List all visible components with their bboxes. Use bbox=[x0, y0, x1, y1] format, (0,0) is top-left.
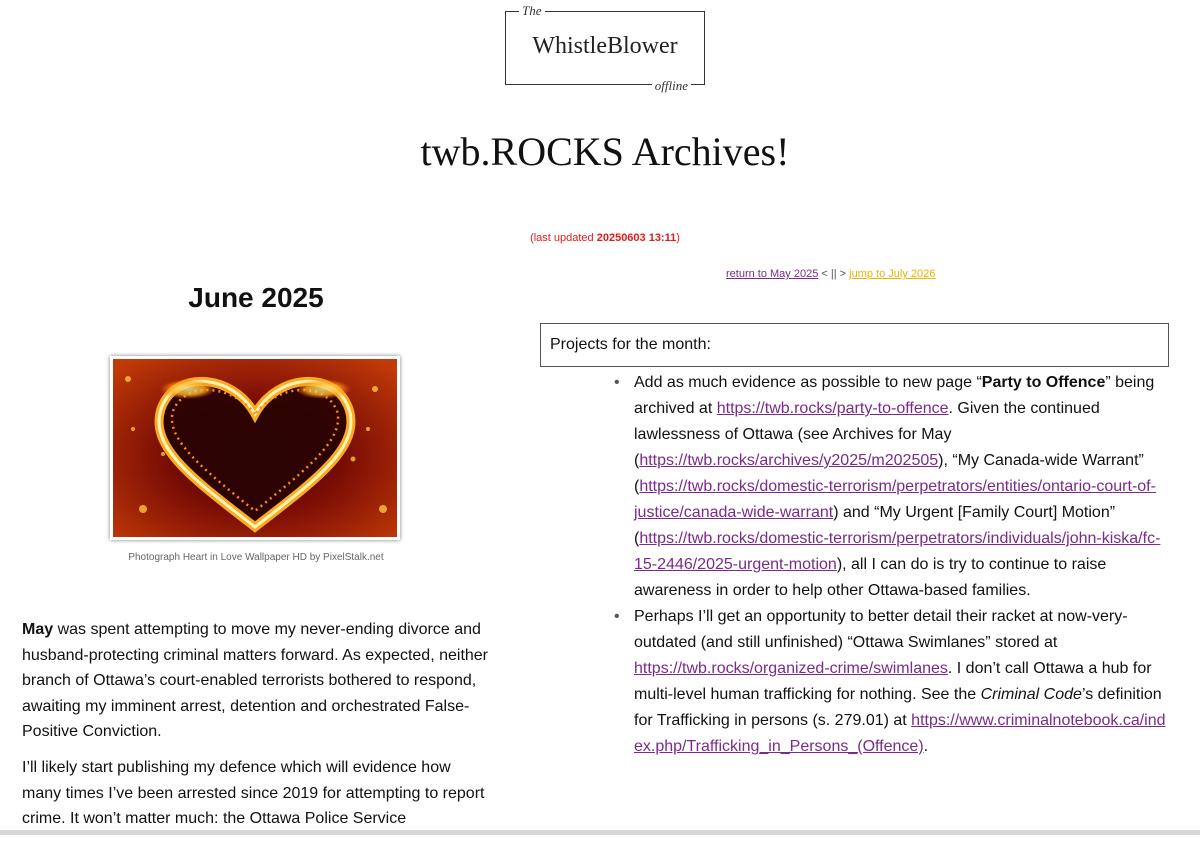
heart-image-frame bbox=[110, 356, 400, 540]
item2-text-1: Perhaps I’ll get an opportunity to better detail their racket at now-very-outdated (and still unfinished) “Ottawa Swimlanes” stored at bbox=[634, 608, 1128, 651]
canada-wide-warrant-link[interactable]: https://twb.rocks/domestic-terrorism/perpetrators/entities/ontario-court-of-justice/canada-wide-warrant bbox=[634, 478, 1156, 521]
logo-offline: offline bbox=[652, 78, 691, 94]
prev-month-link[interactable]: return to May 2025 bbox=[726, 268, 819, 280]
item1-text-2: ” being archived at bbox=[634, 374, 1155, 417]
heart-image bbox=[113, 359, 397, 537]
month-navigation bbox=[726, 268, 935, 280]
urgent-motion-link[interactable]: https://twb.rocks/domestic-terrorism/perpetrators/individuals/john-kiska/fc-15-2446/2025-urgent-motion bbox=[634, 530, 1161, 573]
item1-text-1: Add as much evidence as possible to new page “ bbox=[634, 374, 982, 391]
projects-heading: Projects for the month: bbox=[540, 323, 1169, 367]
story-paragraph-1 bbox=[22, 617, 490, 745]
horizontal-scrollbar[interactable] bbox=[0, 830, 1200, 835]
trafficking-definition-link[interactable]: https://www.criminalnotebook.ca/index.php/Trafficking_in_Persons_(Offence) bbox=[634, 712, 1166, 755]
story-paragraph-1-text: was spent attempting to move my never-ending divorce and husband-protecting criminal matters forward. As expected, neither branch of Ottawa’s court-enabled terrorists bothered to respond, awaiting my imminent arrest, detention and orchestrated False-Positive Conviction. bbox=[22, 621, 489, 741]
item1-text-3: . Given the continued lawlessness of Ottawa (see Archives for May ( bbox=[634, 400, 1100, 469]
logo-name: WhistleBlower bbox=[532, 33, 678, 59]
item1-text-5: ) and “My Urgent [Family Court] Motion” ( bbox=[634, 504, 1116, 547]
updated-stamp: 20250603 13:11 bbox=[596, 232, 677, 244]
image-caption: Photograph Heart in Love Wallpaper HD by PixelStalk.net bbox=[128, 552, 384, 563]
story-bold-month: May bbox=[22, 621, 54, 638]
updated-suffix: ) bbox=[676, 232, 680, 244]
item2-text-2: . I don’t call Ottawa a hub for multi-level human trafficking for nothing. See the bbox=[634, 660, 1152, 703]
month-nav-separator: < || > bbox=[818, 268, 850, 280]
list-item bbox=[614, 370, 1172, 604]
month-story bbox=[22, 617, 490, 842]
item1-text-4: ), “My Canada-wide Warrant” ( bbox=[634, 452, 1144, 495]
next-month-link[interactable]: jump to July 2026 bbox=[849, 268, 936, 280]
page-title: twb.ROCKS Archives! bbox=[420, 129, 790, 174]
last-updated bbox=[0, 232, 1200, 244]
month-title: June 2025 bbox=[188, 282, 324, 313]
logo-the: The bbox=[519, 3, 545, 19]
item1-text-6: ), all I can do is try to continue to raise awareness in order to help other Ottawa-based families. bbox=[634, 556, 1107, 599]
bullet-icon: • bbox=[614, 374, 620, 391]
may-archive-link[interactable]: https://twb.rocks/archives/y2025/m202505 bbox=[639, 452, 939, 469]
projects-list bbox=[614, 370, 1172, 760]
item1-bold: Party to Offence bbox=[981, 374, 1106, 391]
item2-text-4: . bbox=[923, 738, 929, 755]
updated-prefix: (last updated bbox=[530, 232, 597, 244]
party-to-offence-link[interactable]: https://twb.rocks/party-to-offence bbox=[716, 400, 949, 417]
swimlanes-link[interactable]: https://twb.rocks/organized-crime/swimlanes bbox=[634, 660, 948, 677]
list-item bbox=[614, 604, 1172, 760]
story-paragraph-2: I’ll likely start publishing my defence which will evidence how many times I’ve been arrested since 2019 for attempting to report crime. It won’t matter much: the Ottawa Police Service bbox=[22, 758, 485, 828]
site-logo[interactable] bbox=[505, 3, 705, 93]
criminal-code-italic: Criminal Code bbox=[980, 686, 1082, 703]
item2-text-3: ’s definition for Trafficking in persons (s. 279.01) at bbox=[634, 686, 1162, 729]
bullet-icon: • bbox=[614, 608, 620, 625]
